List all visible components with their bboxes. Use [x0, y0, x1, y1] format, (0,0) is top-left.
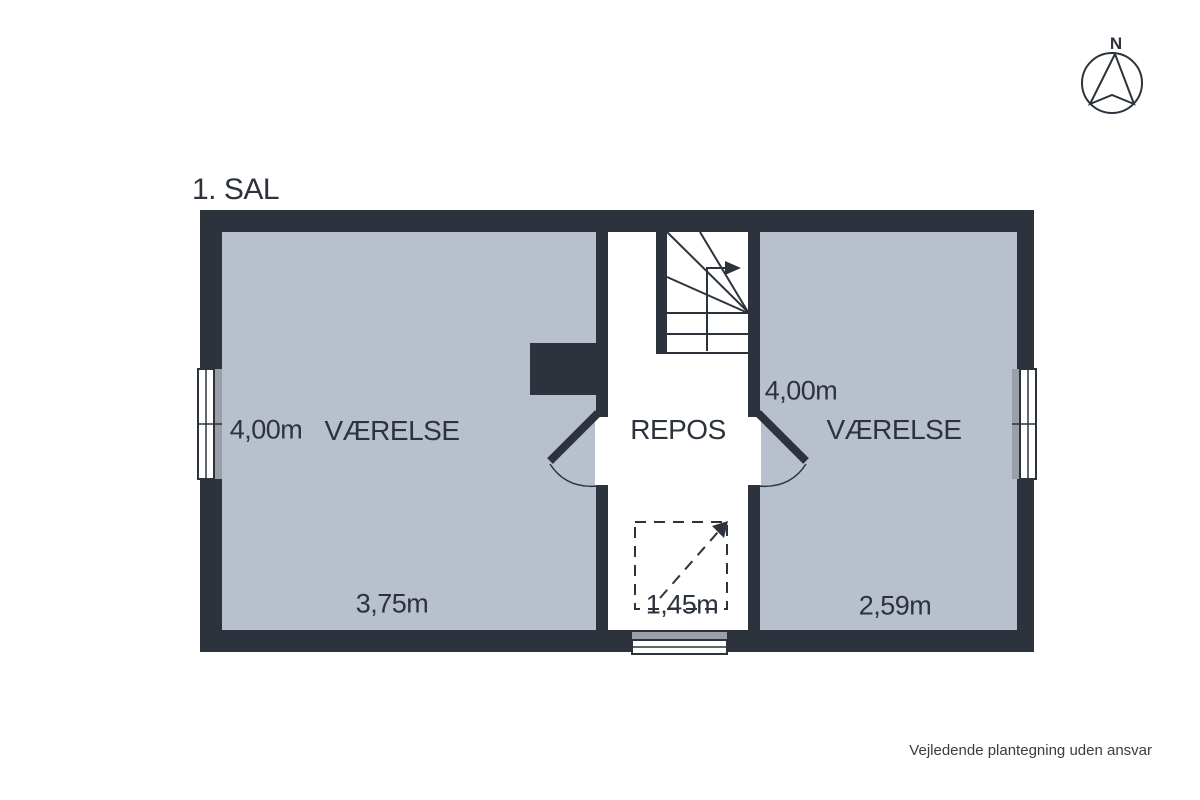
- room-label-right: VÆRELSE: [826, 414, 962, 445]
- room-dim-left-width: 3,75m: [355, 588, 429, 619]
- chimney-block: [530, 343, 608, 395]
- repos-dim-width: 1,45m: [645, 589, 719, 620]
- disclaimer-text: Vejledende plantegning uden ansvar: [909, 742, 1152, 759]
- compass-north-label: N: [1109, 34, 1123, 53]
- compass-north-icon: [1082, 53, 1142, 113]
- repos-label: REPOS: [630, 414, 726, 445]
- room-dim-left-depth: 4,00m: [229, 414, 303, 445]
- bottom-window-icon: [632, 632, 727, 654]
- room-dim-right-width: 2,59m: [858, 590, 932, 621]
- room-label-left: VÆRELSE: [324, 415, 460, 446]
- stair-side-wall: [656, 232, 667, 353]
- right-window-icon: [1012, 369, 1036, 479]
- right-door-opening: [747, 417, 761, 485]
- room-dim-right-depth: 4,00m: [764, 375, 838, 406]
- left-door-opening: [595, 417, 609, 485]
- left-window-icon: [198, 369, 222, 479]
- floor-title: 1. SAL: [192, 173, 280, 206]
